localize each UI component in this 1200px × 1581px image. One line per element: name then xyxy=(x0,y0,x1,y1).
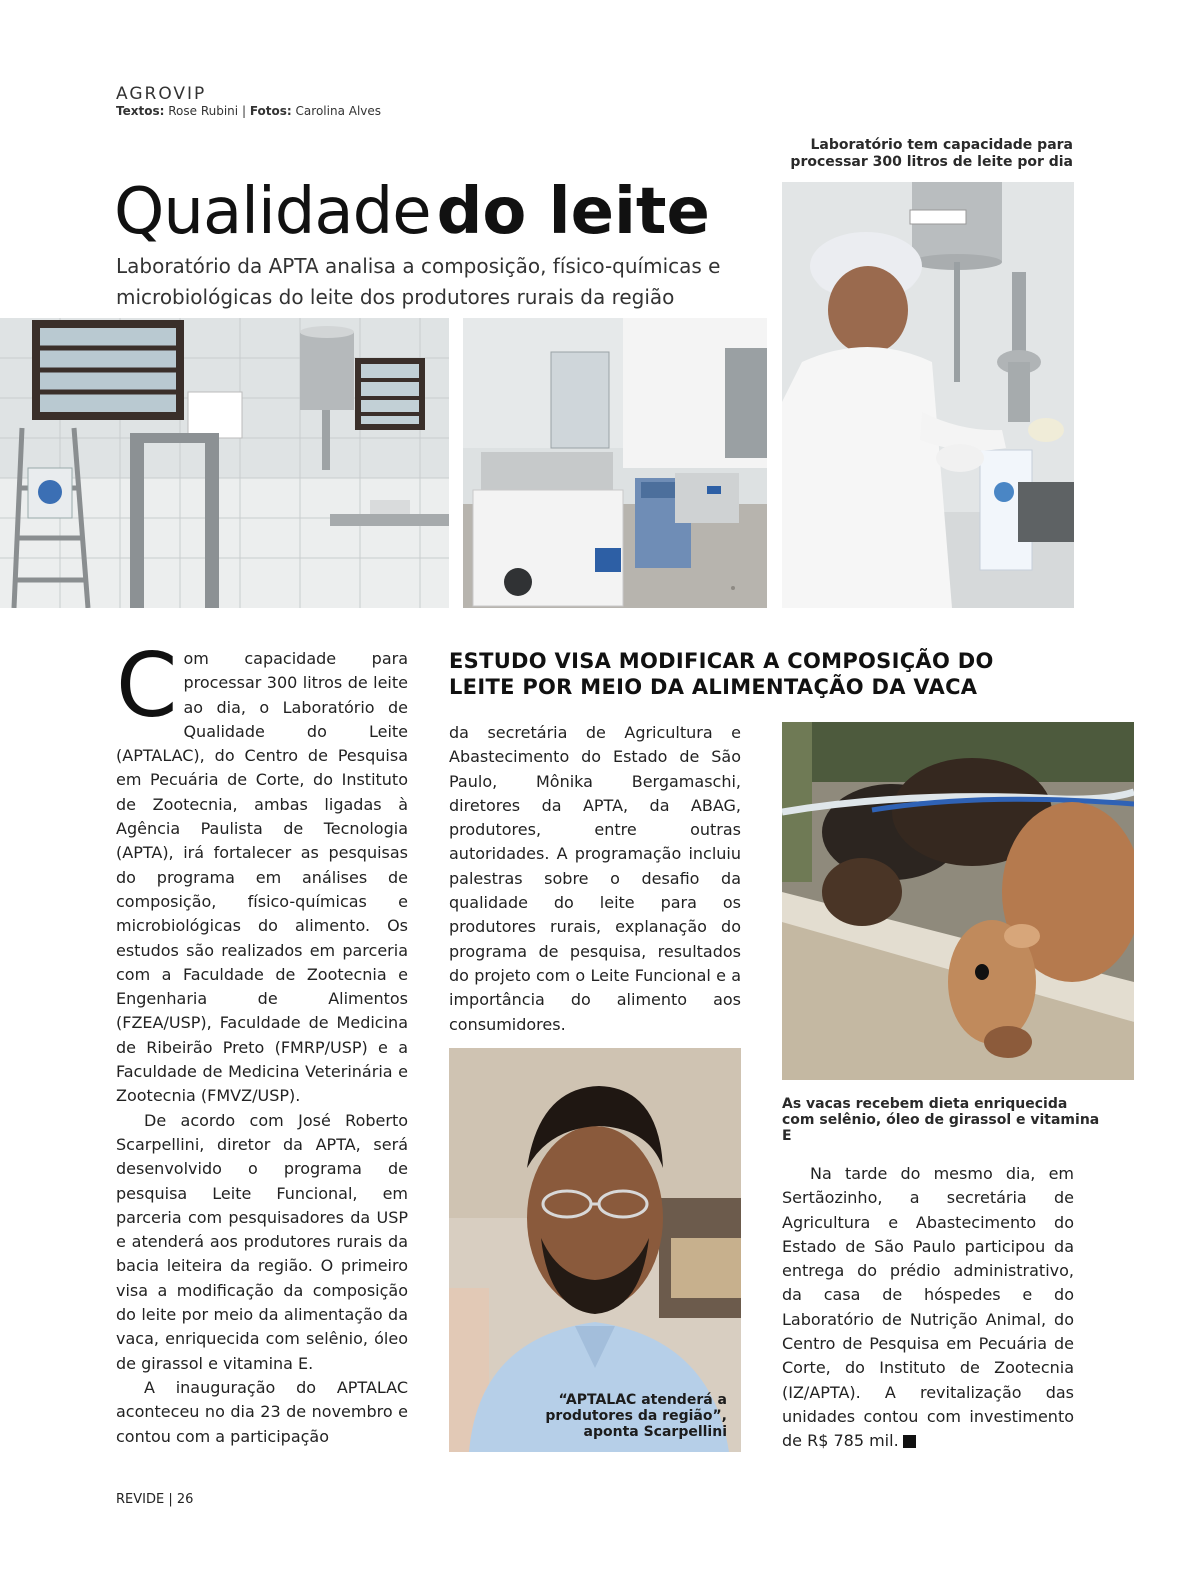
credits-separator: | xyxy=(241,104,246,118)
column1-paragraph-1: om capacidade para processar 300 litros de leite ao dia, o Laboratório de Qualidade do Leite (APTALAC), do Centro de Pesquisa em Pecuária de Corte, do Instituto de Zootecnia, ambas ligadas à Agência Paulista de Tecnologia (APTA), irá fortalecer as pesquisas do programa em análises de composição, físico-químicas e microbiológicas do alimento. Os estudos são realizados em parceria com a Faculdade de Zootecnia e Engenharia de Alimentos (FZEA/USP), Faculdade de Medicina de Ribeirão Preto (FMRP/USP) e a Faculdade de Medicina Veterinária e Zootecnia (FMVZ/USP). xyxy=(116,649,408,1106)
credits-photos-name: Carolina Alves xyxy=(295,104,382,118)
drop-cap: C xyxy=(116,634,178,737)
page-footer xyxy=(116,1492,193,1507)
title-light: Qualidade xyxy=(114,175,431,249)
cows-photo xyxy=(782,722,1134,1080)
article-column-3 xyxy=(782,1162,1074,1454)
page-number: 26 xyxy=(176,1492,194,1507)
footer-separator: | xyxy=(168,1492,173,1507)
title-bold: do leite xyxy=(436,175,710,249)
article-subtitle: Laboratório da APTA analisa a composição, físico-químicas e microbiológicas do leite dos produtores rurais da região xyxy=(116,254,721,309)
article-column-2 xyxy=(449,721,741,1037)
lab-equipment-photo xyxy=(463,318,767,608)
column1-paragraph-2: De acordo com José Roberto Scarpellini, diretor da APTA, será desenvolvido o programa de pesquisa Leite Funcional, em parceria com pesquisadores da USP e atenderá aos produtores rurais da bacia leiteira da região. O primeiro visa a modificação da composição do leite por meio da alimentação da vaca, enriquecida com selênio, óleo de girassol e vitamina E. xyxy=(116,1110,408,1373)
portrait-caption: “APTALAC atenderá a produtores da região”, aponta Scarpellini xyxy=(545,1392,727,1440)
section-heading: ESTUDO VISA MODIFICAR A COMPOSIÇÃO DO LEITE POR MEIO DA ALIMENTAÇÃO DA VACA xyxy=(449,649,994,699)
portrait-photo xyxy=(449,1048,741,1452)
technician-photo xyxy=(782,182,1074,608)
lab-photo-caption: Laboratório tem capacidade para processar 300 litros de leite por dia xyxy=(790,137,1073,170)
column3-paragraph-1: Na tarde do mesmo dia, em Sertãozinho, a secretária de Agricultura e Abastecimento do Estado de São Paulo participou da entrega do prédio administrativo, da casa de hóspedes e do Laboratório de Nutrição Animal, do Centro de Pesquisa em Pecuária de Corte, do Instituto de Zootecnia (IZ/APTA). A revitalização das unidades contou com investimento de R$ 785 mil. xyxy=(782,1164,1074,1451)
credits xyxy=(116,104,381,118)
magazine-name: REVIDE xyxy=(116,1492,165,1507)
article-column-1 xyxy=(116,634,408,1449)
credits-texts-name: Rose Rubini xyxy=(168,104,239,118)
lab-room-photo xyxy=(0,318,449,608)
cows-caption: As vacas recebem dieta enriquecida com selênio, óleo de girassol e vitamina E xyxy=(782,1096,1100,1144)
column2-paragraph-1: da secretária de Agricultura e Abastecimento do Estado de São Paulo, Mônika Bergamaschi, diretores da APTA, da ABAG, produtores, entre outras autoridades. A programação incluiu palestras sobre o desafio da qualidade do leite para os produtores rurais, explanação do programa de pesquisa, resultados do projeto com o Leite Funcional e a importância do alimento aos consumidores. xyxy=(449,723,741,1034)
credits-photos-label: Fotos: xyxy=(249,104,292,118)
credits-texts-label: Textos: xyxy=(116,104,165,118)
end-of-article-mark: r xyxy=(903,1435,916,1448)
column1-paragraph-3: A inauguração do APTALAC aconteceu no dia 23 de novembro e contou com a participação xyxy=(116,1377,408,1446)
section-name: AGROVIP xyxy=(116,84,207,104)
article-title xyxy=(114,174,710,250)
